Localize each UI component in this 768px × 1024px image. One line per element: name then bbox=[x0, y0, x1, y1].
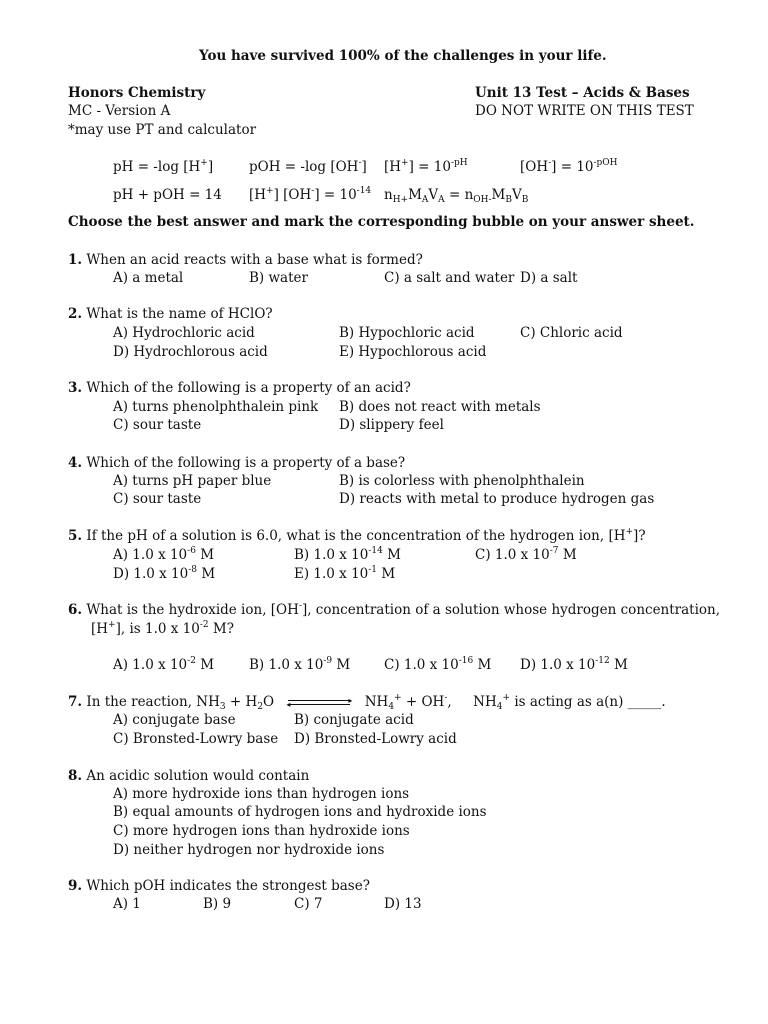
formula-h-conc: $[H^+] = 10^{-pH}$ bbox=[384, 158, 468, 175]
q3-option-a[interactable]: A) turns phenolphthalein pink bbox=[113, 399, 319, 415]
q9-option-b[interactable]: B) 9 bbox=[203, 896, 232, 912]
instructions: Choose the best answer and mark the corresponding bubble on your answer sheet. bbox=[68, 214, 695, 230]
q7-option-d[interactable]: D) Bronsted-Lowry acid bbox=[294, 731, 457, 747]
unit-title: Unit 13 Test – Acids & Bases bbox=[475, 85, 690, 101]
q9-option-d[interactable]: D) 13 bbox=[384, 896, 422, 912]
equilibrium-arrow-icon: ▸ ◂ bbox=[286, 695, 353, 709]
q5-option-c[interactable]: C) 1.0 x $10^{-7}$ M bbox=[475, 546, 577, 563]
q2-option-b[interactable]: B) Hypochloric acid bbox=[339, 325, 475, 341]
q4-option-c[interactable]: C) sour taste bbox=[113, 491, 202, 507]
q7-option-a[interactable]: A) conjugate base bbox=[113, 712, 236, 728]
question-5: 5. If the pH of a solution is 6.0, what is the concentration of the hydrogen ion, [H+]? bbox=[68, 527, 646, 544]
q2-option-a[interactable]: A) Hydrochloric acid bbox=[113, 325, 255, 341]
version-label: MC - Version A bbox=[68, 103, 171, 119]
q5-option-b[interactable]: B) 1.0 x $10^{-14}$ M bbox=[294, 546, 401, 563]
formula-poh: pOH = -log [OH-] bbox=[249, 158, 367, 175]
formula-sum: pH + pOH = 14 bbox=[113, 187, 222, 203]
q8-option-b[interactable]: B) equal amounts of hydrogen ions and hydroxide ions bbox=[113, 804, 487, 820]
q3-option-b[interactable]: B) does not react with metals bbox=[339, 399, 541, 415]
q3-option-c[interactable]: C) sour taste bbox=[113, 417, 202, 433]
q8-option-d[interactable]: D) neither hydrogen nor hydroxide ions bbox=[113, 842, 385, 858]
question-1: 1. When an acid reacts with a base what is formed? bbox=[68, 252, 423, 268]
q8-option-a[interactable]: A) more hydroxide ions than hydrogen ions bbox=[113, 786, 410, 802]
q1-option-c[interactable]: C) a salt and water bbox=[384, 270, 515, 286]
formula-titration: $n_{H+}M_AV_A = n_{OH-}M_BV_B$ bbox=[384, 187, 529, 205]
q7-option-c[interactable]: C) Bronsted-Lowry base bbox=[113, 731, 279, 747]
q4-option-d[interactable]: D) reacts with metal to produce hydrogen gas bbox=[339, 491, 655, 507]
q1-option-b[interactable]: B) water bbox=[249, 270, 308, 286]
course-title: Honors Chemistry bbox=[68, 85, 206, 101]
q4-option-a[interactable]: A) turns pH paper blue bbox=[113, 473, 272, 489]
warning-label: DO NOT WRITE ON THIS TEST bbox=[475, 103, 694, 119]
q5-option-e[interactable]: E) 1.0 x $10^{-1}$ M bbox=[294, 565, 396, 582]
q2-option-e[interactable]: E) Hypochlorous acid bbox=[339, 344, 487, 360]
q8-option-c[interactable]: C) more hydrogen ions than hydroxide ions bbox=[113, 823, 410, 839]
q6-option-c[interactable]: C) 1.0 x $10^{-16}$ M bbox=[384, 656, 492, 673]
formula-oh-conc: $[OH^-] = 10^{-pOH}$ bbox=[520, 158, 618, 175]
q1-option-d[interactable]: D) a salt bbox=[520, 270, 578, 286]
question-3: 3. Which of the following is a property of an acid? bbox=[68, 380, 411, 396]
motto: You have survived 100% of the challenges in your life. bbox=[199, 48, 607, 64]
q5-option-a[interactable]: A) 1.0 x $10^{-6}$ M bbox=[113, 546, 215, 563]
q1-option-a[interactable]: A) a metal bbox=[113, 270, 184, 286]
q3-option-d[interactable]: D) slippery feel bbox=[339, 417, 444, 433]
question-7: 7. In the reaction, $NH_3 + H_2O$ ▸ ◂ $NH_4^+ + OH^-$, $NH_4^+$ is acting as a(n) _____. bbox=[68, 693, 666, 712]
q6-option-a[interactable]: A) 1.0 x $10^{-2}$ M bbox=[113, 656, 215, 673]
question-4: 4. Which of the following is a property of a base? bbox=[68, 455, 406, 471]
question-9: 9. Which pOH indicates the strongest base? bbox=[68, 878, 370, 894]
q9-option-a[interactable]: A) 1 bbox=[113, 896, 141, 912]
q2-option-d[interactable]: D) Hydrochlorous acid bbox=[113, 344, 268, 360]
question-2: 2. What is the name of HClO? bbox=[68, 306, 273, 322]
q9-option-c[interactable]: C) 7 bbox=[294, 896, 323, 912]
q6-option-d[interactable]: D) 1.0 x $10^{-12}$ M bbox=[520, 656, 628, 673]
question-6-line-2: [H+], is 1.0 x $10^{-2}$ M? bbox=[91, 620, 234, 637]
q5-option-d[interactable]: D) 1.0 x $10^{-8}$ M bbox=[113, 565, 216, 582]
q4-option-b[interactable]: B) is colorless with phenolphthalein bbox=[339, 473, 585, 489]
question-6: 6. What is the hydroxide ion, [OH-], concentration of a solution whose hydrogen concentration, bbox=[68, 601, 721, 618]
question-8: 8. An acidic solution would contain bbox=[68, 768, 310, 784]
q7-option-b[interactable]: B) conjugate acid bbox=[294, 712, 414, 728]
q2-option-c[interactable]: C) Chloric acid bbox=[520, 325, 623, 341]
formula-kw: [H+] $[OH^-] = 10^{-14}$ bbox=[249, 186, 372, 203]
formula-ph: pH = -log [H+] bbox=[113, 158, 214, 175]
allowance-note: *may use PT and calculator bbox=[68, 122, 257, 138]
q6-option-b[interactable]: B) 1.0 x $10^{-9}$ M bbox=[249, 656, 351, 673]
